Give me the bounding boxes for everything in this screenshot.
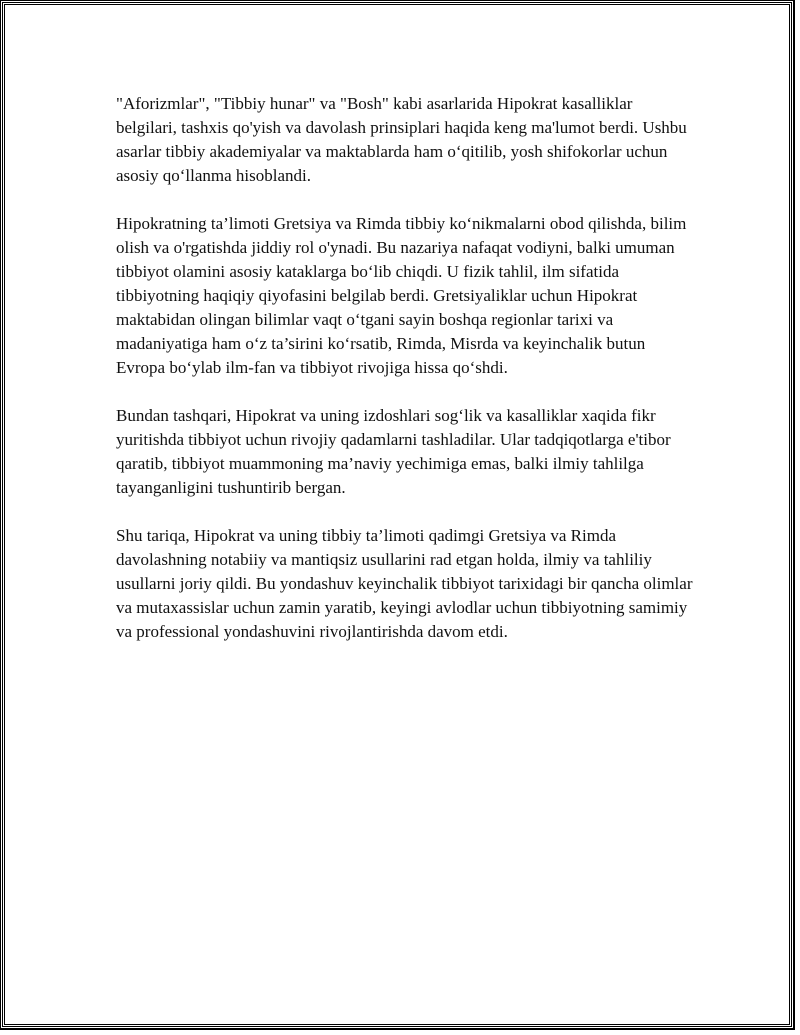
paragraph-1: "Aforizmlar", "Tibbiy hunar" va "Bosh" kabi asarlarida Hipokrat kasalliklar belgilari, tashxis qo'yish va davolash prinsiplari haqida keng ma'lumot berdi. Ushbu asarlar tibbiy akademiyalar va maktablarda ham o‘qitilib, yosh shifokorlar uchun asosiy qo‘llanma hisoblandi.: [116, 94, 687, 185]
paragraph-4: Shu tariqa, Hipokrat va uning tibbiy ta’limoti qadimgi Gretsiya va Rimda davolashning notabiiy va mantiqsiz usullarini rad etgan holda, ilmiy va tahliliy usullarni joriy qildi. Bu yondashuv keyinchalik tibbiyot tarixidagi bir qancha olimlar va mutaxassislar uchun zamin yaratib, keyingi avlodlar uchun tibbiyotning samimiy va professional yondashuvini rivojlantirishda davom etdi.: [116, 526, 693, 641]
paragraph-2: Hipokratning ta’limoti Gretsiya va Rimda tibbiy ko‘nikmalarni obod qilishda, bilim olish va o'rgatishda jiddiy rol o'ynadi. Bu nazariya nafaqat vodiyni, balki umuman tibbiyot olamini asosiy kataklarga bo‘lib chiqdi. U fizik tahlil, ilm sifatida tibbiyotning haqiqiy qiyofasini belgilab berdi. Gretsiyaliklar uchun Hipokrat maktabidan olingan bilimlar vaqt o‘tgani sayin boshqa regionlar tarixi va madaniyatiga ham o‘z ta’sirini ko‘rsatib, Rimda, Misrda va keyinchalik butun Evropa bo‘ylab ilm-fan va tibbiyot rivojiga hissa qo‘shdi.: [116, 214, 687, 377]
document-body: [116, 92, 696, 668]
paragraph-3: Bundan tashqari, Hipokrat va uning izdoshlari sog‘lik va kasalliklar xaqida fikr yuritishda tibbiyot uchun rivojiy qadamlarni tashladilar. Ular tadqiqotlarga e'tibor qaratib, tibbiyot muammoning ma’naviy yechimiga emas, balki ilmiy tahlilga tayanganligini tushuntirib bergan.: [116, 406, 671, 497]
